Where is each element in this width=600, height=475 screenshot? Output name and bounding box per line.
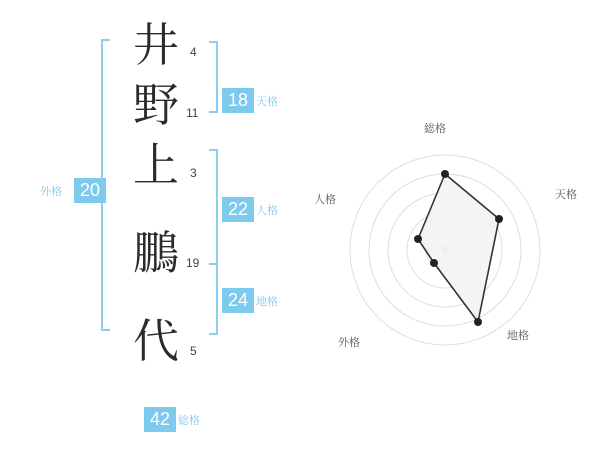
bracket-lines — [0, 0, 300, 470]
badge-soukaku-value: 42 — [144, 407, 176, 432]
badge-jinkaku-value: 22 — [222, 197, 254, 222]
kanji-char-4: 鵬 — [133, 226, 179, 280]
radar-chart-svg — [300, 0, 600, 470]
axis-label-tenkaku: 天格 — [555, 189, 577, 201]
kanji-char-1: 井 — [133, 18, 179, 72]
axis-label-chikaku: 地格 — [507, 330, 529, 342]
radar-chart-panel — [300, 0, 600, 470]
axis-label-jinkaku: 人格 — [314, 194, 336, 206]
badge-soukaku-label: 総格 — [178, 415, 200, 427]
stroke-count-4: 19 — [186, 256, 200, 270]
axis-label-soukaku: 総格 — [424, 123, 446, 135]
kanji-char-2: 野 — [133, 78, 179, 132]
badge-tenkaku-value: 18 — [222, 88, 254, 113]
radar-series-polygon — [414, 170, 503, 326]
badge-gaikaku-label: 外格 — [40, 186, 62, 198]
stroke-count-5: 5 — [190, 344, 197, 358]
badge-jinkaku-label: 人格 — [256, 205, 278, 217]
stroke-count-1: 4 — [190, 45, 197, 59]
axis-label-gaikaku: 外格 — [338, 337, 360, 349]
badge-gaikaku-value: 20 — [74, 178, 106, 203]
stroke-count-2: 11 — [186, 106, 199, 120]
badge-tenkaku-label: 天格 — [256, 96, 278, 108]
name-panel — [0, 0, 300, 470]
kanji-char-3: 上 — [133, 138, 179, 192]
badge-chikaku-label: 地格 — [256, 296, 278, 308]
stroke-count-3: 3 — [190, 166, 197, 180]
kanji-char-5: 代 — [133, 314, 179, 368]
badge-chikaku-value: 24 — [222, 288, 254, 313]
